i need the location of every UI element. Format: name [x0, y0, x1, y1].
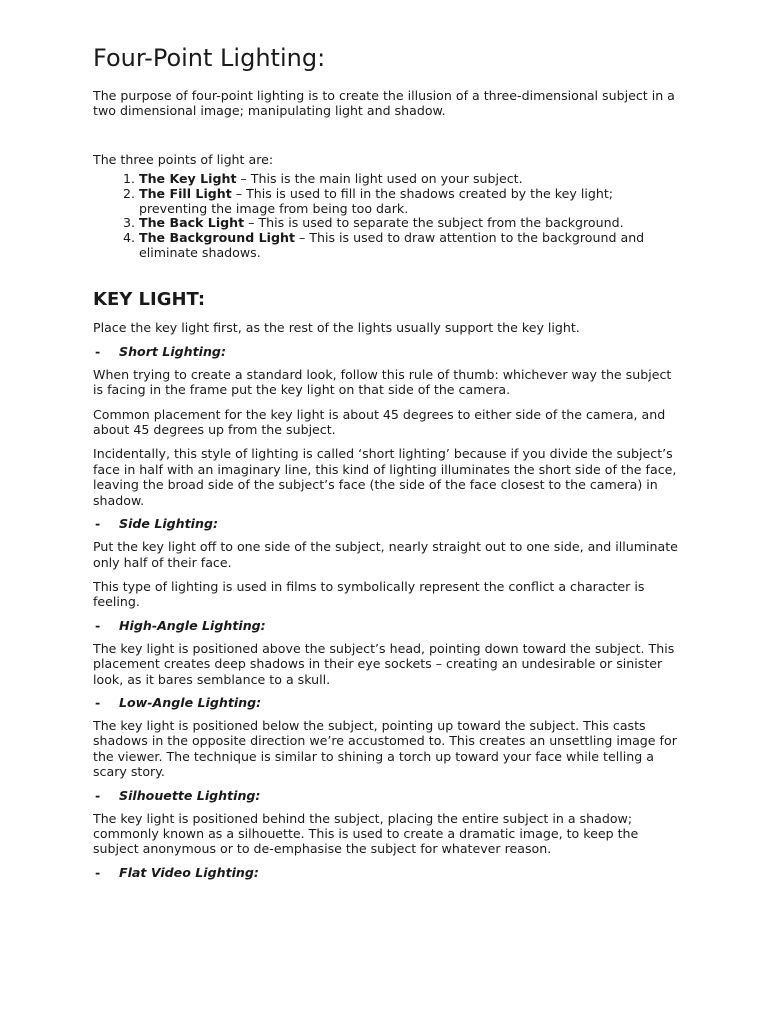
subheading-low-angle-lighting [93, 694, 683, 712]
subheading-label: High-Angle Lighting: [119, 617, 266, 633]
paragraph: Common placement for the key light is about 45 degrees to either side of the camera, and about 45 degrees up from the subject. [93, 406, 666, 438]
subheading-short-lighting [93, 343, 683, 361]
point-desc: – This is the main light used on your subject. [236, 171, 523, 187]
dash-bullet: - [95, 694, 101, 710]
point-term: The Background Light [139, 230, 295, 246]
dash-bullet: - [95, 617, 101, 633]
subheading-label: Side Lighting: [119, 516, 219, 532]
dash-bullet: - [95, 516, 101, 532]
subheading-label: Flat Video Lighting: [119, 864, 259, 880]
dash-bullet: - [95, 343, 101, 359]
point-desc: – This is used to draw attention to the background and eliminate shadows. [139, 230, 645, 260]
section-heading-key-light: KEY LIGHT: [93, 289, 206, 311]
intro-paragraph: The purpose of four-point lighting is to create the illusion of a three-dimensional subject in a two dimensional image; manipulating light and shadow. [93, 88, 675, 119]
subheading-side-lighting [93, 515, 683, 533]
key-light-intro: Place the key light first, as the rest of the lights usually support the key light. [93, 320, 580, 336]
subheading-label: Short Lighting: [119, 343, 226, 359]
paragraph: Put the key light off to one side of the subject, nearly straight out to one side, and illuminate only half of their face. [93, 539, 678, 570]
subheading-label: Silhouette Lighting: [119, 787, 261, 803]
points-list [93, 172, 683, 260]
paragraph: The key light is positioned behind the subject, placing the entire subject in a shadow; commonly known as a silhouette. This is used to create a dramatic image, to keep the subject anonymous or to de-emphasise the subject for whatever reason. [93, 810, 639, 857]
point-term: The Back Light [139, 215, 245, 231]
paragraph: The key light is positioned above the subject’s head, pointing down toward the subject. This placement creates deep shadows in their eye sockets – creating an undesirable or sinister look, as it bares semblance to a skull. [93, 640, 675, 687]
paragraph: Incidentally, this style of lighting is called ‘short lighting’ because if you divide the subject’s face in half with an imaginary line, this kind of lighting illuminates the short side of the face, leaving the broad side of the subject’s face (the side of the face closest to the camera) in shadow. [93, 446, 677, 508]
point-term: The Key Light [139, 171, 237, 187]
paragraph: When trying to create a standard look, follow this rule of thumb: whichever way the subject is facing in the frame put the key light on that side of the camera. [93, 366, 672, 398]
list-item [139, 231, 683, 260]
document-title: Four-Point Lighting: [93, 44, 326, 72]
subheading-flat-video-lighting [93, 864, 683, 882]
list-item [139, 172, 683, 187]
document-body [93, 40, 683, 882]
list-item [139, 187, 683, 216]
paragraph: This type of lighting is used in films to symbolically represent the conflict a character is feeling. [93, 578, 645, 610]
paragraph: The key light is positioned below the subject, pointing up toward the subject. This casts shadows in the opposite direction we’re accustomed to. This creates an unsettling image for the viewer. The technique is similar to shining a torch up toward your face while telling a scary story. [93, 717, 677, 780]
subheading-label: Low-Angle Lighting: [119, 694, 262, 710]
point-desc: – This is used to fill in the shadows created by the key light; preventing the image from being too dark. [139, 185, 614, 216]
dash-bullet: - [95, 864, 101, 880]
point-desc: – This is used to separate the subject from the background. [244, 215, 624, 231]
points-intro: The three points of light are: [93, 151, 274, 167]
list-item [139, 216, 683, 231]
subheading-high-angle-lighting [93, 617, 683, 635]
subheading-silhouette-lighting [93, 787, 683, 805]
point-term: The Fill Light [139, 185, 232, 201]
dash-bullet: - [95, 787, 101, 803]
